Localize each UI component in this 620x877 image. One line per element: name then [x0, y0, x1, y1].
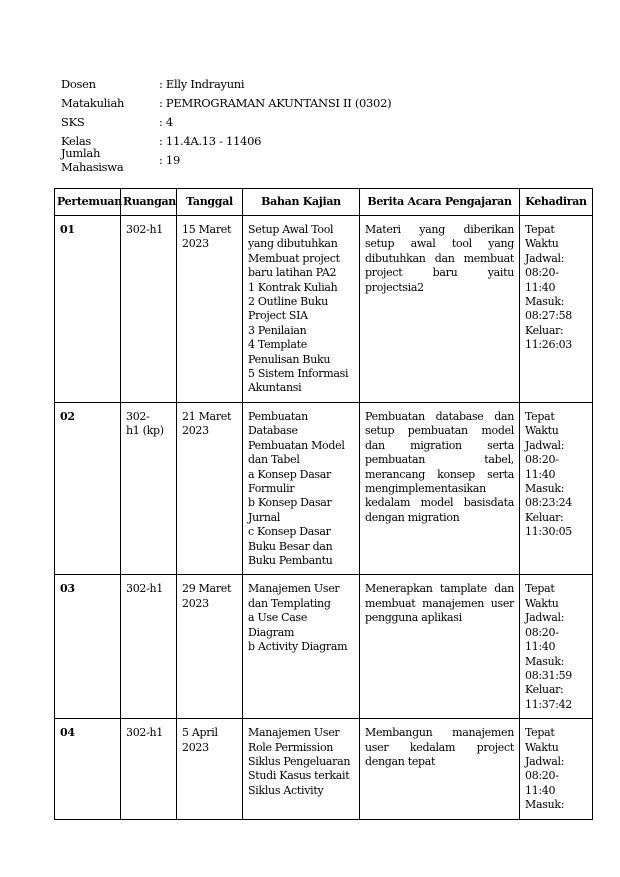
- bahan-line: b Konsep Dasar: [248, 496, 332, 510]
- cell-berita-acara: Materi yang diberikan setup awal tool yang dibutuhkan dan membuat project baru yaitu projectsia2: [360, 216, 520, 403]
- table-row: [55, 403, 593, 575]
- cell-bahan-kajian: [243, 403, 360, 575]
- bahan-line: Manajemen User: [248, 726, 340, 740]
- kehadiran-line: Jadwal:: [525, 754, 565, 768]
- bahan-line: c Konsep Dasar: [248, 525, 331, 539]
- ruangan-line: 302-h1: [126, 726, 163, 740]
- bahan-line: Membuat project: [248, 251, 340, 265]
- header-tanggal: Tanggal: [177, 189, 243, 216]
- kehadiran-line: 08:20-11:40: [525, 769, 559, 797]
- table-header-row: [55, 189, 593, 216]
- kehadiran-line: 08:23:24: [525, 496, 573, 510]
- bahan-line: Akuntansi: [248, 381, 302, 395]
- info-value: : PEMROGRAMAN AKUNTANSI II (0302): [159, 95, 392, 110]
- cell-bahan-kajian: [243, 216, 360, 403]
- kehadiran-line: Waktu: [525, 424, 559, 438]
- kehadiran-line: Keluar:: [525, 510, 564, 524]
- course-info: [61, 74, 392, 174]
- kehadiran-line: Masuk:: [525, 654, 565, 668]
- cell-tanggal: [177, 216, 243, 403]
- bahan-line: dan Tabel: [248, 453, 300, 467]
- cell-kehadiran: [520, 575, 593, 719]
- bahan-line: Pembuatan Model: [248, 438, 345, 452]
- kehadiran-line: 08:20-11:40: [525, 453, 559, 481]
- cell-bahan-kajian: [243, 719, 360, 819]
- cell-berita-acara: Pembuatan database dan setup pembuatan model dan migration serta pembuatan tabel, merancang konsep serta mengimplementasikan kedalam model basisdata dengan migration: [360, 403, 520, 575]
- info-jumlah-mahasiswa: [61, 145, 391, 174]
- info-matakuliah: [61, 93, 391, 112]
- bahan-line: yang dibutuhkan: [248, 237, 338, 251]
- bahan-line: 2 Outline Buku: [248, 295, 328, 309]
- bahan-line: 4 Template: [248, 338, 307, 352]
- bahan-line: Role Permission: [248, 740, 334, 754]
- bahan-line: dan Templating: [248, 596, 331, 610]
- cell-tanggal: [177, 575, 243, 719]
- kehadiran-line: 08:20-11:40: [525, 266, 559, 294]
- kehadiran-line: Jadwal:: [525, 251, 565, 265]
- bahan-line: a Konsep Dasar: [248, 467, 332, 481]
- kehadiran-line: Masuk:: [525, 295, 565, 309]
- bahan-line: Manajemen User: [248, 582, 340, 596]
- tanggal-line: 5 April: [182, 726, 218, 740]
- tanggal-line: 21 Maret: [182, 410, 232, 423]
- header-ruangan: Ruangan: [121, 189, 177, 216]
- cell-kehadiran: [520, 403, 593, 575]
- info-label: SKS: [61, 114, 85, 129]
- kehadiran-line: Masuk:: [525, 482, 565, 496]
- kehadiran-line: 08:20-11:40: [525, 625, 559, 654]
- cell-bahan-kajian: [243, 575, 360, 719]
- info-value: : 19: [159, 152, 180, 167]
- kehadiran-line: Waktu: [525, 740, 559, 754]
- info-value: : 4: [159, 114, 173, 129]
- header-berita-acara: Berita Acara Pengajaran: [360, 189, 520, 216]
- info-value: : 11.4A.13 - 11406: [159, 133, 262, 148]
- info-dosen: [61, 74, 391, 93]
- kehadiran-line: Masuk:: [525, 798, 565, 812]
- info-sks: [61, 112, 391, 131]
- bahan-line: Pembuatan: [248, 410, 308, 423]
- tanggal-line: 29 Maret: [182, 582, 232, 596]
- kehadiran-line: 08:27:58: [525, 309, 573, 323]
- bahan-line: Database: [248, 424, 298, 438]
- tanggal-line: 2023: [182, 237, 209, 251]
- cell-pertemuan: 01: [55, 216, 121, 403]
- cell-berita-acara: Menerapkan tamplate dan membuat manajemen user pengguna aplikasi: [360, 575, 520, 719]
- ruangan-line: 302-h1: [126, 223, 163, 236]
- header-kehadiran: Kehadiran: [520, 189, 593, 216]
- cell-tanggal: [177, 403, 243, 575]
- bahan-line: Penulisan Buku: [248, 352, 331, 366]
- kehadiran-line: 08:31:59: [525, 668, 573, 682]
- bahan-line: 5 Sistem Informasi: [248, 367, 349, 381]
- info-label: Jumlah Mahasiswa: [61, 145, 124, 174]
- bahan-line: b Activity Diagram: [248, 640, 348, 654]
- table-row: [55, 216, 593, 403]
- bahan-line: Studi Kasus terkait: [248, 769, 350, 783]
- kehadiran-line: Tepat: [525, 726, 555, 740]
- bahan-line: 1 Kontrak Kuliah: [248, 280, 338, 294]
- bahan-line: Project SIA: [248, 309, 308, 323]
- kehadiran-line: Keluar:: [525, 323, 564, 337]
- kehadiran-line: Waktu: [525, 596, 559, 610]
- table-row: [55, 575, 593, 719]
- cell-ruangan: [121, 719, 177, 819]
- bahan-line: Siklus Activity: [248, 783, 324, 797]
- cell-berita-acara: Membangun manajemen user kedalam project dengan tepat: [360, 719, 520, 819]
- kehadiran-line: Jadwal:: [525, 611, 565, 625]
- kehadiran-line: Tepat: [525, 223, 555, 236]
- cell-pertemuan: 04: [55, 719, 121, 819]
- kehadiran-line: Waktu: [525, 237, 559, 251]
- cell-ruangan: [121, 575, 177, 719]
- bahan-line: Siklus Pengeluaran: [248, 754, 351, 768]
- bahan-line: a Use Case Diagram: [248, 611, 308, 639]
- info-label: Kelas: [61, 133, 92, 148]
- kehadiran-line: Keluar:: [525, 683, 564, 697]
- bahan-line: Buku Pembantu: [248, 554, 333, 568]
- kehadiran-line: Tepat: [525, 582, 555, 596]
- cell-pertemuan: 02: [55, 403, 121, 575]
- tanggal-line: 2023: [182, 424, 209, 438]
- cell-ruangan: [121, 403, 177, 575]
- kehadiran-line: 11:37:42: [525, 697, 573, 711]
- kehadiran-line: 11:30:05: [525, 525, 573, 539]
- attendance-table: [54, 188, 593, 820]
- cell-pertemuan: 03: [55, 575, 121, 719]
- header-bahan-kajian: Bahan Kajian: [243, 189, 360, 216]
- bahan-line: 3 Penilaian: [248, 323, 307, 337]
- tanggal-line: 2023: [182, 740, 209, 754]
- bahan-line: Setup Awal Tool: [248, 223, 334, 236]
- cell-ruangan: [121, 216, 177, 403]
- kehadiran-line: Tepat: [525, 410, 555, 423]
- info-label: Dosen: [61, 76, 96, 91]
- tanggal-line: 15 Maret: [182, 223, 232, 236]
- bahan-line: Jurnal: [248, 510, 281, 524]
- kehadiran-line: Jadwal:: [525, 438, 565, 452]
- cell-kehadiran: [520, 216, 593, 403]
- tanggal-line: 2023: [182, 596, 209, 610]
- info-label: Matakuliah: [61, 95, 125, 110]
- ruangan-line: h1 (kp): [126, 424, 164, 438]
- info-value: : Elly Indrayuni: [159, 76, 245, 91]
- cell-tanggal: [177, 719, 243, 819]
- header-pertemuan: Pertemuan: [55, 189, 121, 216]
- ruangan-line: 302-: [126, 410, 150, 423]
- kehadiran-line: 11:26:03: [525, 338, 573, 352]
- cell-kehadiran: [520, 719, 593, 819]
- bahan-line: Buku Besar dan: [248, 539, 333, 553]
- bahan-line: baru latihan PA2: [248, 266, 337, 280]
- bahan-line: Formulir: [248, 482, 295, 496]
- table-row: [55, 719, 593, 819]
- ruangan-line: 302-h1: [126, 582, 163, 596]
